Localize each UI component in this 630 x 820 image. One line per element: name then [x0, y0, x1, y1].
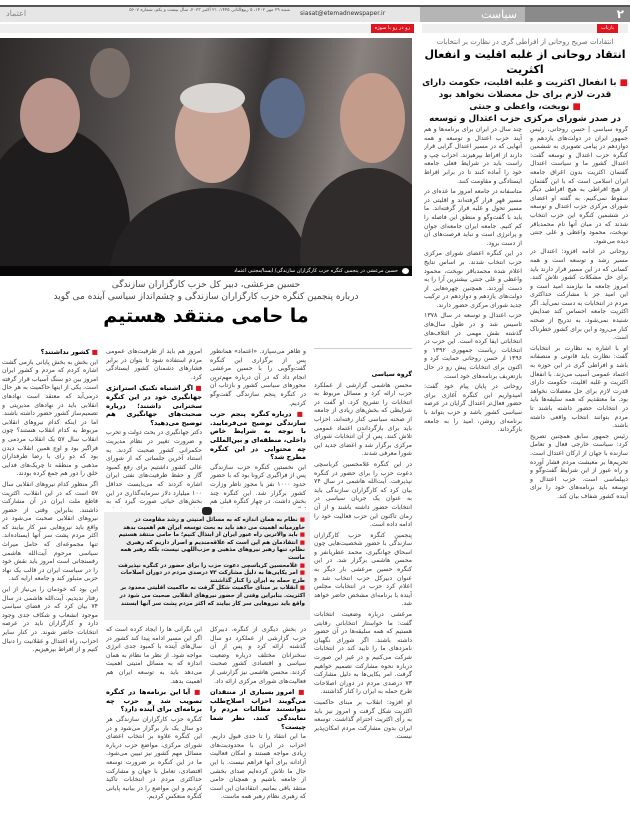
square-bullet-icon: ■ [297, 562, 305, 569]
left-column-2-top [106, 348, 202, 508]
square-bullet-icon: ■ [297, 532, 305, 539]
paragraph: اگر منظور کدام نیروهای انقلابی سال ۵۷ است که در این انقلاب، اکثریت قاطع ملت ایران در آن مشارکت داشتند. بنابراین وقتی از حضور نیروهای انقلابی صحبت می‌شود در واقع باید نیروهایی سر کار بیایند که اکثر مردم پشت سر آنها ایستاده‌اند. تنها مجموعه‌ای که حامل میراث سیاسی مرحوم آیت‌الله هاشمی رفسنجانی است امروز باید نقش خود را در سیاست ایران در قالب یک نهاد حزبی متبلور کند و جامعه ارایه کند. [2, 480, 98, 583]
pull-quote-text: انقلاب بر مبنای حاکمیت شکل گرفت نه حاکمیت اقلیتی محدود بر اکثریت. بنابراین وقتی از حضور نیروهای انقلابی صحبت می شود در واقع باید نیروهایی سر کار بیایند که اکثر مردم پشت سر آنها ایستند [119, 585, 305, 607]
pull-quote-item [109, 570, 305, 585]
newspaper-logo: اعتماد [6, 9, 27, 18]
pull-quote-box [104, 512, 310, 620]
question-text: کشور نداشتند؟ [40, 348, 90, 356]
interview-question [106, 688, 202, 714]
paragraph: او با اشاره به نظارت بر انتخابات گفت: نظارت باید قانونی و منصفانه باشد و افراطی گری در این حوزه به اعتماد عمومی آسیب می‌زند. با انفعال اکثریت و غلبه اقلیت، حکومت دارای قدرت لازم برای حل معضلات نخواهد بود. ما معتقدیم که همه سلیقه‌ها باید در انتخابات حضور داشته باشند تا مردم بتوانند انتخاب واقعی داشته باشند. [530, 344, 628, 430]
byline: گروه سیاسی [371, 371, 412, 378]
paragraph: رئیس جمهور سابق همچنین تصریح کرد: سیاست خارجی فعال و تعامل سازنده با جهان از ارکان اعتدال است. تحریم‌ها بر معیشت مردم فشار آورده و راه عبور از این شرایط گفت‌وگو و دیپلماسی است. حزب اعتدال و توسعه باید برنامه‌های خود را برای آینده کشور شفاف بیان کند. [530, 432, 628, 500]
square-bullet-icon: ■ [192, 384, 202, 393]
pull-quote-text: غلامحسین کرباسچی دعوت حزب را برای حضور در کنگره نپذیرفت [118, 562, 298, 569]
left-column-4 [314, 348, 412, 816]
paragraph: پنجمین کنگره حزب کارگزاران سازندگی با حضور شخصیت‌هایی چون اسحاق جهانگیری، محمد عطریانفر و محسن هاشمی برگزار شد. در این کنگره حسین مرعشی بار دیگر به عنوان دبیرکل حزب انتخاب شد و اعلام کرد حزب در انتخابات مجلس آینده با برنامه‌ای مشخص حاضر خواهد شد. [314, 531, 412, 608]
page-header [0, 5, 630, 22]
camera-icon [402, 268, 409, 274]
paragraph: و ظاهر می‌سپارد. «اعتماد» همانطور پس از برگزاری این کنگره گفت‌وگویی را با حسین مرعشی انجام داد که در آن درباره مهم‌ترین محورهای سیاسی کشور و بازتاب آن در کنگره پنجم سازندگی گفت‌وگو کردیم. [210, 348, 306, 407]
paragraph: این بخش به بخش پایانی بازمی گشت اشاره کردم که مردم و کشور ایران امروز بین دو سنگ آسیاب قرار گرفته است. یکی از اینها حاکمیت به هر حال درمی‌آید که معتقد است نهادهای انقلابی باید در نهادهای مدیریتی و تصمیم‌ساز کشور حضور داشته باشند. اما در اینکه کدام نیروهای انقلابی مربوط به کدام انقلاب هستند؟ چون انقلاب سال ۵۷ یک انقلاب مردمی و فراگیر بود و اوج همین انقلاب دیدن بود که دو رای با رضا طرفداران مذهبی و منطقه تا چریک‌های فدایی خلق را دور هم جمع کرده بودند. [2, 358, 98, 478]
paragraph: ما این انتقاد را تا حدی قبول داریم. احزاب در ایران با محدودیت‌های زیادی مواجه هستند و امکان فعالیت آزادانه برای آنها فراهم نیست. با این حال ما تلاش کرده‌ایم صدای بخشی از جامعه باشیم و همچنان حامی منتقد باقی بمانیم. انتقادمان این است که رهبری نظام رهبر همه ماست. [210, 733, 306, 801]
paragraph: گروه سیاسی | حسن روحانی، رئیس جمهور ایران در دولت‌های یازدهم و دوازدهم در پیامی تصویری به ششمین کنگره حزب اعتدال و توسعه گفت: اعتدال کشور ما و سیاست اعتدال گفتمان اکثریت بدون اغراق جامعه ایران اسلامی است که با این گفتمان از هیچ افراطی به هیچ افراطی دیگر سقوط نمی‌کنیم. به گفته او اعضای شورای مرکزی حزب اعتدال و توسعه در ششمین کنگره این حزب انتخاب شدند که در میان آنها نام محمدباقر نوبخت، محمود واعظی و علی جنتی دیده می‌شود. [530, 126, 628, 245]
paragraph: این بود که خودمان را بی‌نیاز از این رفتار ندیدیم. آیت‌الله هاشمی در سال ۷۴ بیان کرد که در فضای سیاسی موجود انشعاب و شکاف جدی وجود دارد و کارگزاران باید در عرصه انتخابات حاضر شوند. در کنار سایر احزاب، راه اعتدال و عقلانیت را دنبال کنیم و از افراط بپرهیزیم. [2, 586, 98, 654]
dateline: شنبه ۲۹ مهر ۱۴۰۲، ۵ ربیع‌الثانی ۱۴۴۵، ۲۱ اکتبر ۲۰۲۳، سال بیست و یکم، شماره ۵۶۰۷ [129, 8, 290, 13]
square-bullet-icon: ■ [297, 570, 305, 577]
left-headings [0, 279, 412, 328]
square-bullet-icon: ■ [569, 102, 581, 112]
left-column-2-bottom [106, 626, 202, 816]
right-column-1 [530, 126, 628, 816]
paragraph: روحانی در ادامه افزود: اعتدال در مسیر رشد و توسعه است و همه کسانی که در این مسیر قرار دارند باید برای حل مشکلات کشور تلاش کنند. امروز جامعه ما نیازمند امید است و این امید جز با مشارکت حداکثری مردم در انتخابات به دست نمی‌آید. اگر اکثریت جامعه احساس کند صدایش شنیده نمی‌شود، به تدریج از صحنه کنار می‌رود و این برای کشور خطرناک است. [530, 248, 628, 342]
photo-caption-text: حسین مرعشی در پنجمین کنگره حزب کارگزاران سازندگی/ ایسنا/مجتبی اعتماد [233, 268, 398, 274]
question-text: درباره کنگره پنجم حزب سازندگی توضیح می‌فرمایید. با توجه به شرایط خاص داخلی، منطقه‌ای و بین‌المللی چه محتوایی در این کنگره مطرح شد؟ [210, 410, 306, 462]
interview-question [106, 384, 202, 427]
square-bullet-icon: ■ [297, 585, 305, 592]
right-bullet-1-text: با انفعال اکثریت و غلبه اقلیت، حکومت دارای قدرت لازم برای حل معضلات نخواهد بود [422, 78, 617, 100]
right-headline: انتقاد روحانی از غلبه اقلیت و انفعال اکثریت [424, 48, 626, 76]
pull-quote-item [109, 532, 305, 540]
paragraph: در بخش دیگری از کنگره، دبیرکل حزب گزارشی از عملکرد دو سال گذشته ارائه کرد و پس از آن سخنرانان مختلف درباره وضعیت سیاسی و اقتصادی کشور صحبت کردند. محسن هاشمی نیز گزارشی از فعالیت‌های شورای مرکزی ارائه داد. [210, 626, 306, 685]
right-bullet-2-sub: در صدر شورای مرکزی حزب اعتدال و توسعه [429, 114, 621, 124]
pull-quote-text: نظام به همان اندازه که به مسائل امنیتی و رشد مقاومت در خاورمیانه اهمیت می دهد باید به بحث توسعه ایران هم اهمیت بدهد [123, 517, 305, 531]
question-text: اگر اشتباه تکنیک استراتژی جهانگیری خود در این کنگره سخنرانی داشتند؛ درباره صحبت‌های جهانگیری هم توضیح می‌دهید؟ [106, 384, 202, 427]
question-text: آیا این برنامه‌ها در کنگره تصویب شد و حزب چه برنامه‌ای برای آینده دارد؟ [106, 688, 202, 714]
square-bullet-icon: ■ [297, 539, 305, 546]
tag-right: بازتاب [597, 24, 618, 33]
article-photo [0, 38, 412, 276]
left-column-3-top [210, 348, 306, 508]
square-bullet-icon: ■ [89, 348, 98, 356]
right-bullet-2 [422, 101, 628, 113]
right-kicker: انتقادات صریح روحانی از افراطی گری در نظارت بر انتخابات [436, 38, 614, 46]
paragraph: این نخستین کنگره حزب سازندگی پس از فراگیری کرونا بود که با حضور حدود ۱۰۰۰ نفر با مجوز ناظر وزارت کشور برگزار شد. این کنگره چند بخش داشت. در چهار کنگره قبلی هم [210, 463, 306, 506]
paragraph: دکتر جهانگیری در بحث دولت و تحرب و ضرورت تغییر در نظام مدیریت حکمرانی کشور صحبت کردند. به استناد آخرین جلساتی که از شورای عالی کشور داشتیم برای رفع کمبود گاز و حفظ ظرفیت‌های نفتی ایران اشاره کردند که می‌بایست حداقل ۱۰۰ میلیارد دلار سرمایه‌گذاری در این بخش‌های حیاتی صورت گیرد که به [106, 429, 202, 506]
paragraph: چند سال در ایران برای برنامه‌ها و هم آیند حزب اعتدال و توسعه و همه آنهایی که در مسیر اعتدال گرایی قرار دارند از افراط بپرهیزند. احزاب چپ و راست باید در شرایط فعلی جامعه خود را آماده کنند تا در برابر افراط ایستادگی و مقاومت کنند. [424, 126, 522, 185]
pull-quote-item [109, 517, 305, 532]
section-title: سیاست [420, 7, 525, 22]
page-number: ۲ [525, 7, 630, 22]
pull-quote-item [109, 585, 305, 608]
pull-quote-text: باید والاترین راه عبور ایران از ابتذال کنیم؛ ما حامی منتقد هستیم [118, 532, 298, 539]
quote-icon [202, 507, 212, 515]
right-column-2 [424, 126, 522, 816]
left-headline: ما حامی منتقد هستیم [103, 305, 309, 327]
square-bullet-icon: ■ [616, 78, 628, 88]
right-bullet-1 [422, 77, 628, 101]
pull-quote-list [109, 517, 305, 608]
square-bullet-icon: ■ [291, 410, 306, 419]
question-text: امروز بسیاری از منتقدان می‌گویند احزاب اصلاح‌طلب نتوانستند مطالبات مردم را نمایندگی کنند. نظر شما چیست؟ [210, 688, 306, 731]
tag-row-left [0, 24, 414, 33]
left-subtitle-2: درباره پنجمین کنگره حزب کارگزاران سازندگی و چشم‌انداز سیاسی آینده می گوید [53, 292, 359, 302]
paragraph: در این کنگره اعضای شورای مرکزی حزب انتخاب شدند. بر اساس نتایج اعلام شده محمدباقر نوبخت، محمود واعظی و علی جنتی بیشترین آرا را به دست آوردند. همچنین چهره‌هایی از دولت‌های یازدهم و دوازدهم در ترکیب جدید شورای مرکزی حضور دارند. [424, 250, 522, 309]
interview-question [2, 348, 98, 357]
tag-row-right [422, 24, 628, 33]
photo-caption [0, 266, 412, 276]
paragraph: متاسفانه در جامعه امروز ما عده‌ای در مسیر قهر قرار گرفته‌اند و اقلیتی در مسیر تحول و غلبه قرار گرفته‌اند. ما باید با گفت‌وگو و منطق این فاصله را کم کنیم. جامعه ایران جامعه‌ای جوان و پرانرژی است و نباید فرصت‌های آن از دست برود. [424, 188, 522, 247]
square-bullet-icon: ■ [190, 688, 202, 697]
left-column-3-bottom [210, 626, 306, 816]
tag-left: رو در رو با سوژه [371, 24, 414, 33]
paragraph: او افزود: انقلاب بر مبنای حاکمیت اکثریت شکل گرفت و امروز نیز باید به رأی اکثریت احترام گذاشت. توسعه ایران بدون مشارکت مردم امکان‌پذیر نیست. [314, 698, 412, 741]
right-bullet-2-text: نوبخت، واعظی و جنتی [469, 102, 570, 112]
paragraph: در این کنگره غلامحسین کرباسچی دعوت حزب را برای حضور در کنگره نپذیرفت. آیت‌الله هاشمی در سال ۷۴ بیان کرد که کارگزاران سازندگی باید به عنوان یک جریان سیاسی در انتخابات حضور داشته باشند و از آن زمان تاکنون این حزب فعالیت خود را ادامه داده است. [314, 460, 412, 529]
paragraph: امروز هم باید از ظرفیت‌های عمومی مردم استفاده شود تا بتوان در برابر فشارهای دشمنان کشور ایستادگی کرد. [106, 348, 202, 381]
paragraph: محسن هاشمی گزارشی از عملکرد حزب ارائه کرد و مسائل مربوط به انتخابات را تشریح کرد. او گفت در شرایطی که بخش‌های زیادی از جامعه از صحنه سیاسی کنار رفته‌اند، احزاب باید برای بازگرداندن اعتماد عمومی تلاش کنند. پس از آن انتخابات شورای مرکزی برگزار شد و اعضای جدید این شورا معرفی شدند. [314, 381, 412, 458]
pull-quote-text: امر یکایی‌ها به دلیل مشارکت ۷۳ درصدی مردم در دوران اصلاحات طرح حمله به ایران را کنار گذاشتند [120, 570, 305, 584]
paragraph: روحانی در پایان پیام خود گفت: امیدواریم این کنگره آغازی برای حضور فعال‌تر اعتدال گرایان در عرصه سیاسی کشور باشد و حزب بتواند با برنامه‌ای روشن، امید را به جامعه بازگرداند. [424, 383, 522, 434]
paragraph: حزب اعتدال و توسعه در سال ۱۳۷۸ تاسیس شد و در طول سال‌های گذشته نقش مهمی در ائتلاف‌های انتخاباتی ایفا کرده است. این حزب در انتخابات ریاست جمهوری ۱۳۹۲ و ۱۳۹۶ از حسن روحانی حمایت کرد و اکنون برای انتخابات پیش رو در حال بازتعریف برنامه‌های خود است. [424, 312, 522, 380]
square-bullet-icon: ■ [294, 688, 306, 697]
interview-question [210, 410, 306, 462]
section-email: siasat@etemadnewspaper.ir [300, 10, 386, 17]
interview-question [210, 688, 306, 731]
paragraph: مرعشی درباره وضعیت انتخابات گفت: ما خواستار انتخاباتی رقابتی هستیم که همه سلیقه‌ها در آن حضور داشته باشند. اگر شورای نگهبان نامزدهای ما را تایید کند در انتخابات شرکت می‌کنیم و در غیر این صورت درباره نحوه مشارکت تصمیم خواهیم گرفت. امر یکایی‌ها به دلیل مشارکت ۷۳ درصدی مردم در دوران اصلاحات طرح حمله به ایران را کنار گذاشتند. [314, 611, 412, 696]
left-subtitle-1: حسین مرعشی، دبیر کل حزب کارگزاران سازندگی [111, 280, 301, 290]
paragraph: این نگرانی ها را ایجاد کرده است که اگر این مسیر ادامه پیدا کند کشور در سال‌های آینده با کمبود جدی انرژی مواجه شود. از نظر ما نظام به همان اندازه که به مسائل امنیتی اهمیت می‌دهد باید به توسعه ایران هم اهمیت بدهد. [106, 626, 202, 685]
left-column-1 [2, 348, 98, 816]
paragraph: کنگره حزب کارگزاران سازندگی هر دو سال یک بار برگزار می‌شود و در این کنگره علاوه بر انتخاب اعضای شورای مرکزی، مواضع حزب درباره مسائل مهم کشور نیز تبیین می‌شود. ما در این کنگره بر ضرورت توسعه اقتصادی، تعامل با جهان و مشارکت حداکثری مردم در انتخابات تاکید کردیم و این مواضع را در بیانیه پایانی کنگره منعکس کردیم. [106, 715, 202, 801]
pull-quote-item [109, 540, 305, 563]
right-headings [422, 37, 628, 125]
pull-quote-text: انتقادمان هم این است که علاقه‌مندیم و اصرار داریم که رهبری نظام، تنها رهبر نیروهای مذهبی و حزب‌اللهی نیست، بلکه رهبر همه ماست [120, 539, 305, 561]
square-bullet-icon: ■ [297, 517, 305, 523]
